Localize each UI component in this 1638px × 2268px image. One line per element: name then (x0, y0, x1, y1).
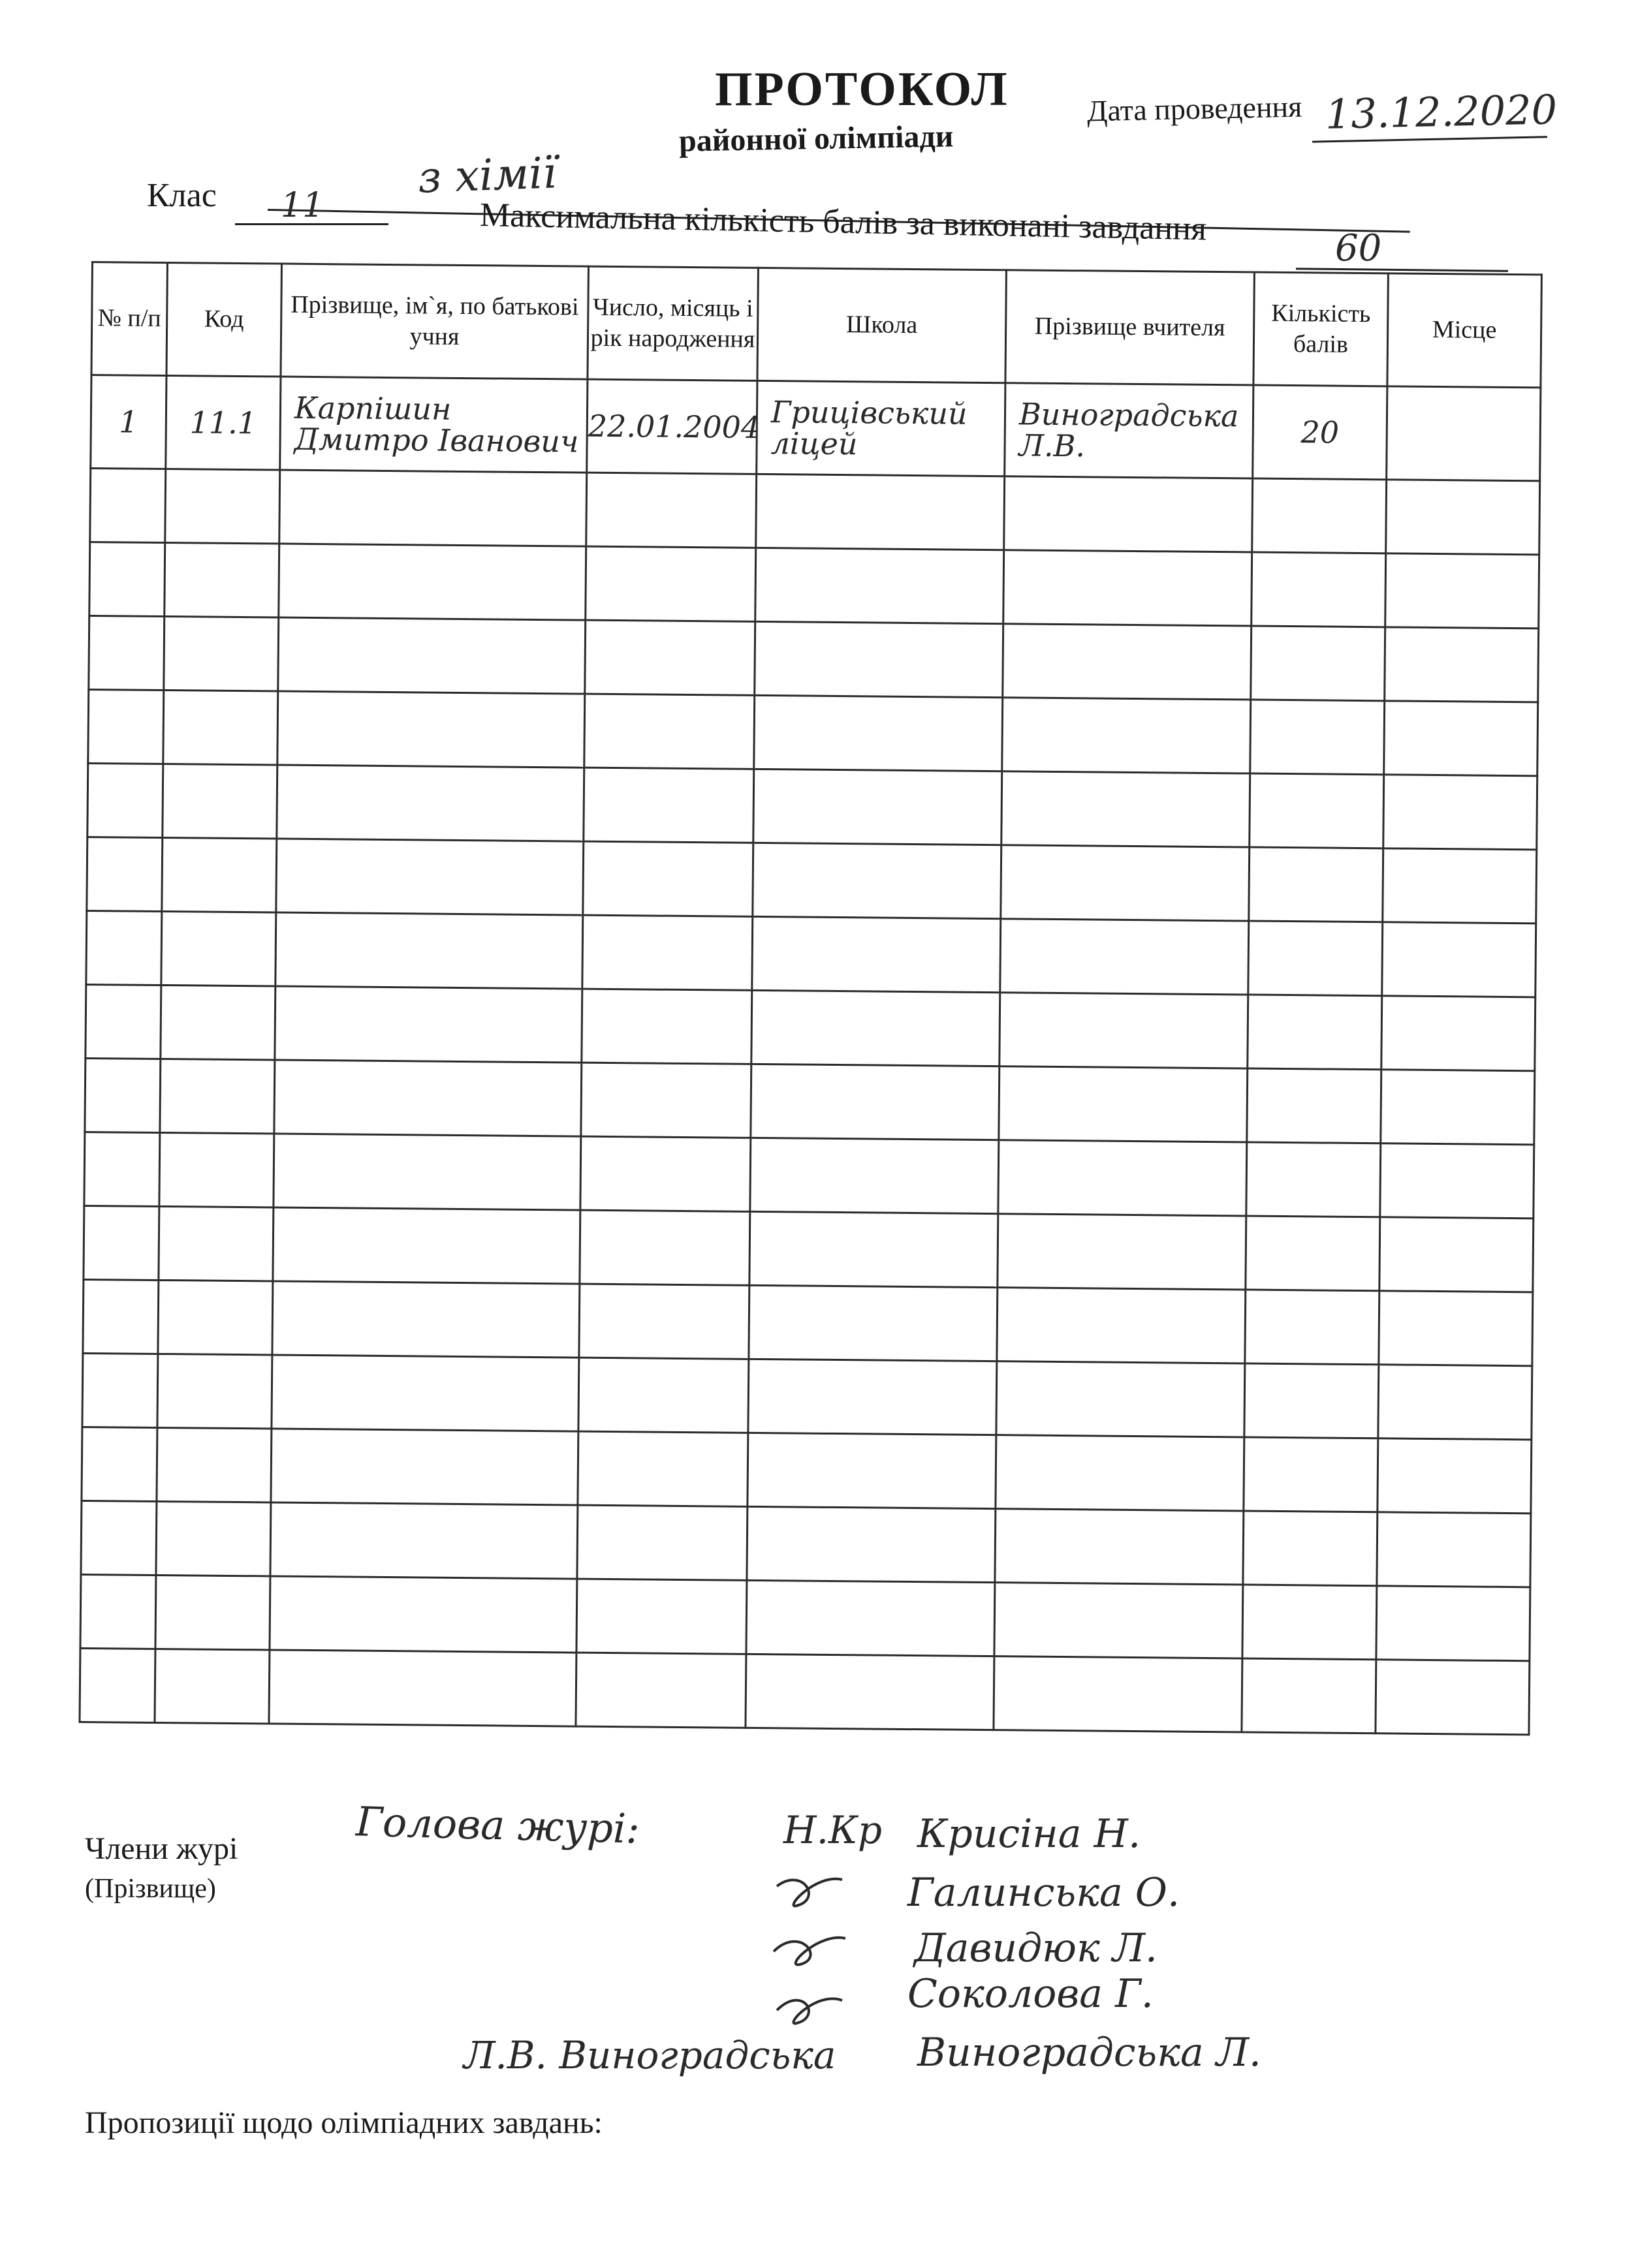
table-cell (999, 1066, 1248, 1142)
table-cell (1383, 775, 1537, 850)
table-cell (1383, 848, 1537, 924)
table-cell (155, 1575, 270, 1650)
class-underline (235, 223, 388, 225)
table-cell (162, 837, 277, 912)
table-cell (86, 910, 162, 985)
table-cell (748, 1433, 996, 1508)
table-cell (156, 1501, 271, 1576)
table-cell (82, 1353, 158, 1427)
table-cell (277, 765, 584, 841)
table-cell (273, 1207, 580, 1284)
table-row (87, 763, 1537, 849)
jury-sublabel: (Прізвище) (85, 1874, 216, 1904)
table-cell (157, 1354, 272, 1429)
table-cell (90, 469, 166, 543)
subject-value: з хімії (417, 148, 558, 203)
col-header-number: № п/п (91, 262, 168, 376)
jury-member-2: Галинська О. (907, 1870, 1180, 1916)
table-cell (1252, 478, 1387, 553)
table-cell (994, 1656, 1242, 1732)
table-cell (1001, 771, 1250, 847)
table-row (87, 837, 1537, 923)
jury-member-1: Крисіна Н. (917, 1811, 1141, 1857)
table-cell (579, 1284, 749, 1359)
table-cell (749, 1211, 998, 1287)
col-header-teacher: Прізвище вчителя (1005, 270, 1254, 385)
proposals-label: Пропозиції щодо олімпіадних завдань: (85, 2105, 603, 2140)
table-cell (1382, 922, 1536, 997)
table-cell (753, 769, 1002, 845)
table-cell (752, 916, 1001, 992)
table-cell (89, 615, 165, 690)
table-row (80, 1574, 1530, 1660)
col-header-code: Код (166, 263, 282, 377)
date-value: 13.12.2020 (1325, 85, 1558, 138)
jury-member-3: Давидюк Л. (914, 1925, 1158, 1971)
table-cell (159, 1206, 274, 1281)
table-cell (1003, 624, 1252, 700)
table-cell (84, 1132, 160, 1206)
table-row (86, 910, 1536, 997)
table-cell (270, 1576, 577, 1653)
class-value: 11 (281, 186, 324, 225)
table-cell (1004, 476, 1253, 552)
table-cell (80, 1574, 156, 1649)
jury-member-4: Соколова Г. (907, 1971, 1154, 2017)
table-cell (269, 1650, 576, 1726)
table-cell (586, 546, 756, 621)
table-cell (996, 1361, 1245, 1437)
table-cell (750, 1138, 999, 1213)
table-cell (746, 1580, 995, 1656)
table-cell (1248, 921, 1383, 996)
table-cell (274, 1134, 581, 1210)
table-cell (580, 1136, 751, 1211)
cell-birthdate: 22.01.2004 (587, 379, 757, 474)
table-cell (1000, 993, 1248, 1068)
table-row (88, 689, 1538, 775)
table-cell (81, 1500, 157, 1575)
class-label: Клас (147, 177, 217, 214)
table-cell (751, 1064, 1000, 1140)
table-cell (275, 986, 582, 1063)
table-cell (578, 1431, 748, 1506)
table-cell (576, 1653, 746, 1728)
jury-member-5: Виноградська Л. (917, 2030, 1261, 2075)
table-cell (585, 620, 755, 695)
document-subtitle: районної олімпіади (678, 119, 954, 159)
table-row (82, 1353, 1532, 1439)
table-cell (271, 1429, 578, 1505)
table-cell (584, 694, 755, 769)
table-cell (1250, 700, 1385, 775)
table-cell (1376, 1660, 1530, 1735)
table-cell (276, 839, 584, 915)
table-row (85, 1058, 1535, 1144)
table-cell (1244, 1437, 1378, 1512)
table-cell (578, 1358, 749, 1433)
table-cell (753, 843, 1001, 918)
table-cell (1243, 1511, 1378, 1586)
col-header-place: Місце (1387, 273, 1542, 388)
table-cell (1381, 996, 1536, 1071)
table-cell (751, 990, 1000, 1066)
table-header-row (91, 262, 1541, 388)
table-cell (576, 1579, 747, 1654)
table-row (81, 1500, 1531, 1587)
table-cell (755, 621, 1003, 697)
table-cell (279, 470, 587, 546)
table-cell (998, 1140, 1247, 1216)
table-cell (158, 1280, 273, 1355)
table-cell (163, 764, 277, 839)
table-cell (755, 548, 1004, 623)
table-cell (754, 695, 1003, 771)
signature-scribbles (764, 1860, 855, 2043)
table-row (86, 984, 1536, 1070)
table-cell (1242, 1658, 1376, 1733)
max-score-value: 60 (1335, 227, 1382, 270)
cell-place (1387, 386, 1541, 481)
table-row (91, 375, 1541, 481)
table-cell (83, 1279, 159, 1354)
col-header-birthdate: Число, місяць і рік народження (588, 266, 758, 381)
table-cell (1242, 1585, 1377, 1660)
table-cell (1376, 1586, 1530, 1661)
table-cell (157, 1427, 272, 1502)
table-cell (1000, 919, 1249, 995)
table-cell (1244, 1363, 1379, 1438)
table-cell (1245, 1290, 1379, 1365)
table-cell (1385, 553, 1539, 629)
date-label: Дата проведення (1086, 89, 1302, 128)
jury-label: Члени журі (85, 1831, 238, 1866)
results-table (78, 261, 1542, 1735)
table-cell (87, 763, 163, 837)
table-cell (85, 1058, 161, 1132)
table-cell (749, 1285, 998, 1361)
table-cell (582, 915, 753, 990)
col-header-name: Прізвище, ім`я, по батькові учня (281, 264, 588, 379)
table-cell (1379, 1291, 1533, 1366)
table-cell (580, 1210, 750, 1285)
col-header-score: Кількість балів (1253, 272, 1389, 386)
cell-score: 20 (1253, 385, 1387, 480)
max-score-label: Максимальна кількість балів за виконані завдання (479, 196, 1207, 248)
table-cell (998, 1214, 1246, 1290)
table-cell (82, 1427, 157, 1501)
table-row (83, 1279, 1533, 1365)
table-cell (272, 1281, 580, 1358)
table-cell (1001, 845, 1250, 921)
cell-school: Грицівський ліцей (757, 381, 1005, 476)
table-cell (1247, 1068, 1381, 1143)
table-cell (584, 768, 754, 843)
table-cell (278, 617, 586, 694)
table-cell (1003, 550, 1252, 626)
table-row (84, 1132, 1534, 1218)
table-cell (84, 1205, 159, 1280)
extra-signature: Л.В. Виноградська (464, 2033, 836, 2077)
table-cell (165, 469, 280, 544)
table-cell (994, 1583, 1243, 1658)
cell-teacher: Виноградська Л.В. (1005, 383, 1253, 478)
cell-number: 1 (91, 375, 166, 469)
table-cell (1246, 1142, 1381, 1217)
cell-code: 11.1 (166, 376, 281, 471)
table-row (89, 542, 1539, 628)
table-cell (746, 1654, 994, 1730)
table-cell (88, 689, 164, 764)
table-cell (1002, 698, 1251, 773)
table-cell (1386, 480, 1540, 555)
table-cell (756, 474, 1005, 550)
table-cell (995, 1509, 1244, 1585)
table-cell (996, 1435, 1244, 1511)
table-cell (1379, 1217, 1534, 1292)
table-cell (161, 911, 276, 986)
table-cell (164, 616, 279, 691)
table-row (90, 469, 1540, 555)
table-cell (577, 1505, 748, 1580)
table-cell (80, 1648, 155, 1722)
table-cell (586, 473, 757, 548)
table-cell (581, 1063, 751, 1138)
table-cell (87, 837, 163, 911)
table-cell (270, 1502, 578, 1579)
table-cell (997, 1288, 1246, 1363)
table-cell (748, 1359, 997, 1435)
table-cell (159, 1132, 274, 1207)
chair-signature: Н.Кр (783, 1808, 883, 1852)
table-cell (276, 912, 583, 989)
table-cell (1385, 627, 1539, 702)
chair-label: Голова журі: (355, 1797, 640, 1853)
table-cell (1381, 1070, 1535, 1145)
table-cell (1378, 1365, 1532, 1440)
table-cell (1384, 701, 1538, 776)
table-cell (1252, 552, 1386, 627)
table-cell (1249, 847, 1383, 922)
table-cell (272, 1355, 579, 1431)
table-cell (747, 1506, 996, 1582)
document-title: ПРОТОКОЛ (715, 63, 1009, 116)
table-cell (1248, 995, 1382, 1070)
table-cell (1246, 1216, 1380, 1291)
table-cell (1251, 626, 1385, 701)
table-cell (165, 543, 279, 618)
cell-student-name: Карпішин Дмитро Іванович (280, 377, 588, 473)
table-cell (582, 989, 752, 1064)
table-cell (583, 841, 753, 916)
table-row (89, 615, 1539, 702)
table-row (82, 1427, 1532, 1513)
table-cell (1377, 1512, 1531, 1587)
col-header-school: Школа (757, 268, 1006, 382)
table-cell (1378, 1438, 1532, 1514)
table-cell (163, 690, 278, 765)
table-cell (161, 985, 276, 1060)
table-cell (155, 1649, 270, 1724)
table-cell (279, 544, 586, 620)
table-cell (160, 1059, 275, 1134)
table-cell (1250, 773, 1384, 848)
table-row (84, 1205, 1534, 1292)
table-cell (1380, 1143, 1534, 1219)
table-cell (89, 542, 165, 616)
table-row (80, 1648, 1530, 1734)
table-cell (86, 984, 161, 1059)
table-cell (277, 691, 585, 768)
table-cell (274, 1060, 582, 1136)
